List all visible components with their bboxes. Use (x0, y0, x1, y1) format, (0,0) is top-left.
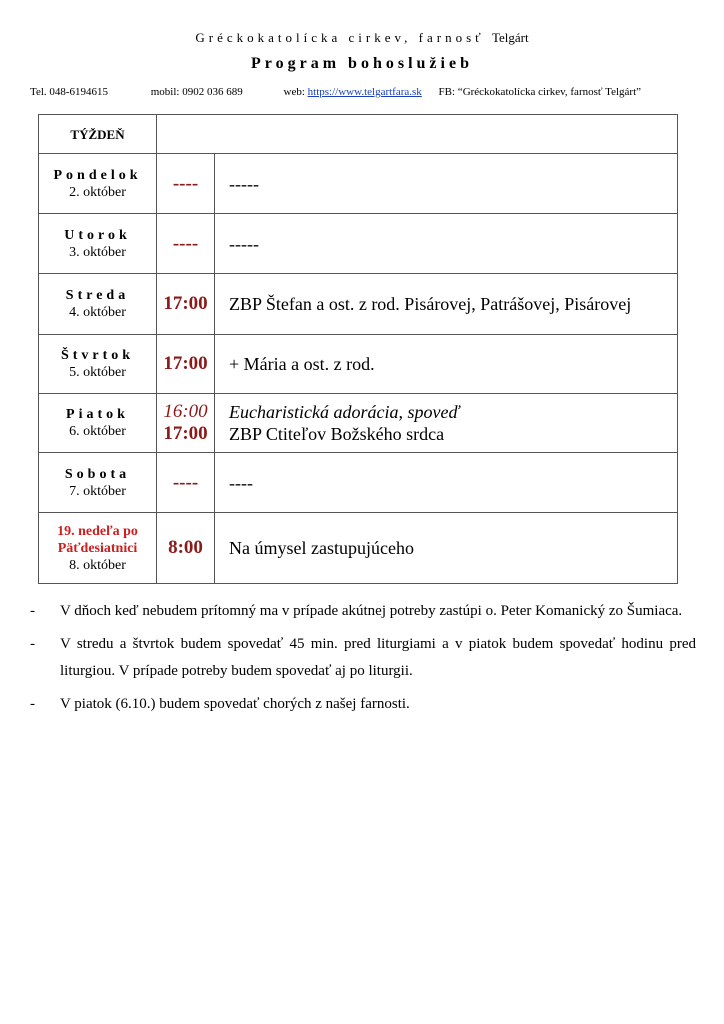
note-text: V stredu a štvrtok budem spovedať 45 min. pred liturgiami a v piatok budem spovedať hodinu pred liturgiou. V prípade potreby budem spovedať aj po liturgii. (60, 636, 696, 679)
mobile-number: mobil: 0902 036 689 (150, 86, 243, 98)
intention-cell (215, 214, 677, 273)
time-value: 17:00 (163, 293, 208, 314)
intention-text: ---- (229, 472, 253, 493)
sunday-name-line1: 19. nedeľa po (57, 523, 138, 539)
time-cell (157, 453, 215, 512)
intention-text: ----- (229, 173, 259, 194)
schedule-table (38, 114, 678, 584)
table-row (39, 214, 677, 274)
table-row (39, 394, 677, 453)
page-title: Program bohoslužieb (251, 55, 473, 72)
sunday-name-line2: Päťdesiatnici (57, 540, 138, 556)
time-cell (157, 513, 215, 583)
day-name: Štvrtok (60, 348, 135, 363)
time-cell (157, 394, 215, 452)
parish-name: Gréckokatolícka cirkev, farnosť (195, 30, 485, 45)
parish-place: Telgárt (491, 30, 529, 45)
day-name: Pondelok (53, 167, 142, 183)
time-value: 17:00 (163, 423, 208, 444)
header-empty-cell (157, 115, 677, 153)
day-name: Piatok (66, 407, 129, 422)
day-date: 5. október (69, 365, 126, 380)
time-cell (157, 335, 215, 393)
day-cell (39, 274, 157, 334)
intention-cell (215, 154, 677, 213)
intention-text: + Mária a ost. z rod. (229, 354, 375, 374)
intention-text: ZBP Štefan a ost. z rod. Pisárovej, Patrášovej, Pisárovej (229, 294, 632, 314)
note-text: V dňoch keď nebudem prítomný ma v prípade akútnej potreby zastúpi o. Peter Komanický zo Šumiaca. (60, 603, 683, 619)
intention-cell (215, 453, 677, 512)
intention-text: Eucharistická adorácia, spoveď (229, 402, 460, 422)
parish-line (0, 30, 724, 46)
notes-list (30, 598, 696, 724)
intention-cell (215, 394, 677, 452)
day-cell (39, 214, 157, 273)
intention-text: Na úmysel zastupujúceho (229, 538, 414, 558)
time-value: 17:00 (163, 353, 208, 374)
day-cell (39, 513, 157, 583)
intention-cell (215, 513, 677, 583)
table-row (39, 513, 677, 583)
bullet-dash: - (30, 603, 35, 619)
intention-cell (215, 274, 677, 334)
contact-line (30, 86, 700, 98)
phone-number: Tel. 048-6194615 (30, 86, 109, 98)
day-date: 6. október (69, 424, 126, 439)
bullet-dash: - (30, 696, 35, 712)
table-row (39, 335, 677, 394)
time-cell (157, 154, 215, 213)
table-row (39, 154, 677, 214)
day-date: 2. október (69, 184, 126, 200)
intention-text: ZBP Ctiteľov Božského srdca (229, 424, 445, 444)
facebook-info: FB: “Gréckokatolícka cirkev, farnosť Telgárt” (438, 86, 642, 98)
week-label: TÝŽDEŇ (39, 115, 157, 153)
day-name: Utorok (64, 227, 131, 243)
bullet-dash: - (30, 636, 35, 652)
day-date: 3. október (69, 244, 126, 260)
day-cell (39, 394, 157, 452)
table-row (39, 453, 677, 513)
day-cell (39, 154, 157, 213)
day-date: 8. október (69, 557, 126, 573)
web-label: web: (283, 86, 305, 98)
day-date: 7. október (69, 483, 126, 499)
day-name: Streda (65, 288, 130, 303)
time-cell (157, 274, 215, 334)
time-value: ---- (172, 471, 199, 493)
day-cell (39, 335, 157, 393)
day-name: Sobota (64, 466, 131, 482)
intention-cell (215, 335, 677, 393)
time-value: ---- (172, 232, 199, 254)
time-value: 8:00 (168, 537, 203, 558)
list-item (30, 631, 696, 685)
day-date: 4. október (69, 305, 126, 320)
time-value: 16:00 (163, 401, 208, 422)
note-text: V piatok (6.10.) budem spovedať chorých z našej farnosti. (60, 696, 410, 712)
time-value: ---- (172, 172, 199, 194)
web-link[interactable]: https://www.telgartfara.sk (307, 86, 422, 98)
table-row (39, 274, 677, 335)
table-header-row (39, 115, 677, 154)
time-cell (157, 214, 215, 273)
day-cell (39, 453, 157, 512)
list-item (30, 691, 696, 718)
intention-text: ----- (229, 233, 259, 254)
list-item (30, 598, 696, 625)
